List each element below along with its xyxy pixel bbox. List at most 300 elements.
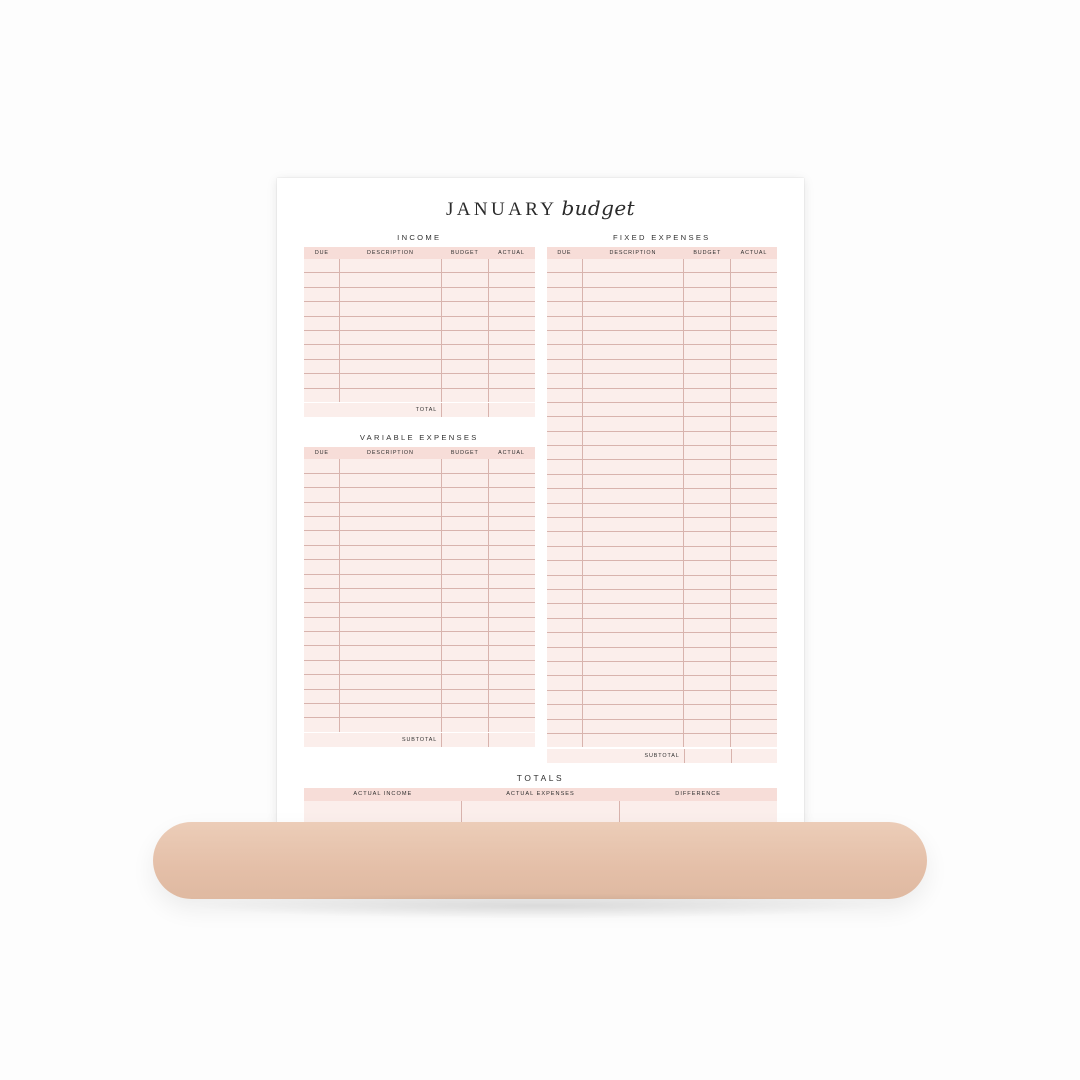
cell-due[interactable] — [304, 718, 340, 732]
cell-actual[interactable] — [488, 603, 534, 617]
cell-budget[interactable] — [684, 589, 731, 603]
fixed-subtotal-actual-cell[interactable] — [731, 749, 777, 763]
cell-description[interactable] — [340, 459, 441, 473]
cell-actual[interactable] — [731, 489, 777, 503]
cell-description[interactable] — [340, 718, 441, 732]
cell-budget[interactable] — [684, 302, 731, 316]
cell-budget[interactable] — [684, 316, 731, 330]
table-row[interactable] — [304, 718, 535, 732]
table-row[interactable] — [547, 474, 778, 488]
cell-budget[interactable] — [684, 503, 731, 517]
cell-description[interactable] — [340, 359, 441, 373]
cell-due[interactable] — [547, 633, 583, 647]
cell-due[interactable] — [547, 446, 583, 460]
cell-due[interactable] — [304, 588, 340, 602]
cell-description[interactable] — [582, 273, 683, 287]
cell-actual[interactable] — [488, 516, 534, 530]
cell-due[interactable] — [547, 330, 583, 344]
cell-description[interactable] — [582, 589, 683, 603]
table-row[interactable] — [547, 561, 778, 575]
cell-description[interactable] — [582, 330, 683, 344]
cell-budget[interactable] — [684, 575, 731, 589]
cell-actual[interactable] — [488, 316, 534, 330]
cell-budget[interactable] — [441, 459, 488, 473]
cell-due[interactable] — [547, 374, 583, 388]
cell-actual[interactable] — [488, 273, 534, 287]
cell-budget[interactable] — [441, 516, 488, 530]
cell-budget[interactable] — [441, 316, 488, 330]
cell-due[interactable] — [304, 259, 340, 273]
cell-actual[interactable] — [488, 330, 534, 344]
table-row[interactable] — [547, 287, 778, 301]
cell-due[interactable] — [304, 689, 340, 703]
cell-budget[interactable] — [441, 689, 488, 703]
fixed-expenses-body[interactable] — [547, 259, 778, 747]
cell-actual[interactable] — [731, 561, 777, 575]
cell-description[interactable] — [340, 704, 441, 718]
cell-budget[interactable] — [684, 618, 731, 632]
cell-due[interactable] — [547, 733, 583, 747]
cell-budget[interactable] — [684, 287, 731, 301]
cell-description[interactable] — [582, 503, 683, 517]
cell-description[interactable] — [340, 273, 441, 287]
cell-due[interactable] — [547, 719, 583, 733]
cell-due[interactable] — [547, 647, 583, 661]
cell-actual[interactable] — [731, 546, 777, 560]
cell-due[interactable] — [304, 516, 340, 530]
cell-actual[interactable] — [488, 302, 534, 316]
cell-due[interactable] — [304, 502, 340, 516]
cell-due[interactable] — [547, 273, 583, 287]
cell-due[interactable] — [304, 374, 340, 388]
cell-description[interactable] — [582, 474, 683, 488]
cell-due[interactable] — [304, 316, 340, 330]
table-row[interactable] — [547, 302, 778, 316]
cell-actual[interactable] — [488, 660, 534, 674]
cell-budget[interactable] — [684, 489, 731, 503]
cell-description[interactable] — [340, 560, 441, 574]
cell-actual[interactable] — [488, 502, 534, 516]
cell-budget[interactable] — [441, 345, 488, 359]
table-row[interactable] — [304, 516, 535, 530]
cell-budget[interactable] — [684, 374, 731, 388]
cell-budget[interactable] — [441, 473, 488, 487]
cell-description[interactable] — [340, 516, 441, 530]
cell-description[interactable] — [340, 531, 441, 545]
cell-description[interactable] — [582, 489, 683, 503]
cell-description[interactable] — [582, 431, 683, 445]
cell-description[interactable] — [340, 259, 441, 273]
table-row[interactable] — [304, 374, 535, 388]
table-row[interactable] — [304, 488, 535, 502]
cell-due[interactable] — [547, 589, 583, 603]
cell-actual[interactable] — [488, 560, 534, 574]
cell-description[interactable] — [582, 345, 683, 359]
cell-actual[interactable] — [731, 589, 777, 603]
table-row[interactable] — [304, 388, 535, 402]
cell-budget[interactable] — [441, 588, 488, 602]
cell-due[interactable] — [547, 618, 583, 632]
cell-due[interactable] — [304, 660, 340, 674]
cell-due[interactable] — [304, 302, 340, 316]
cell-budget[interactable] — [684, 661, 731, 675]
cell-budget[interactable] — [684, 733, 731, 747]
cell-budget[interactable] — [684, 259, 731, 273]
cell-budget[interactable] — [684, 690, 731, 704]
cell-actual[interactable] — [488, 574, 534, 588]
cell-description[interactable] — [582, 705, 683, 719]
cell-due[interactable] — [304, 359, 340, 373]
cell-due[interactable] — [547, 676, 583, 690]
cell-budget[interactable] — [441, 273, 488, 287]
table-row[interactable] — [547, 705, 778, 719]
cell-budget[interactable] — [441, 374, 488, 388]
cell-actual[interactable] — [731, 359, 777, 373]
cell-due[interactable] — [547, 402, 583, 416]
cell-description[interactable] — [340, 302, 441, 316]
table-row[interactable] — [547, 503, 778, 517]
cell-actual[interactable] — [731, 345, 777, 359]
table-row[interactable] — [304, 646, 535, 660]
cell-due[interactable] — [304, 488, 340, 502]
table-row[interactable] — [547, 388, 778, 402]
cell-budget[interactable] — [441, 287, 488, 301]
cell-description[interactable] — [582, 690, 683, 704]
table-row[interactable] — [304, 588, 535, 602]
cell-budget[interactable] — [684, 647, 731, 661]
table-row[interactable] — [547, 676, 778, 690]
cell-actual[interactable] — [488, 259, 534, 273]
cell-due[interactable] — [547, 460, 583, 474]
cell-actual[interactable] — [488, 287, 534, 301]
cell-actual[interactable] — [731, 575, 777, 589]
table-row[interactable] — [304, 545, 535, 559]
cell-actual[interactable] — [488, 632, 534, 646]
income-body[interactable] — [304, 259, 535, 402]
cell-actual[interactable] — [488, 488, 534, 502]
table-row[interactable] — [547, 402, 778, 416]
cell-actual[interactable] — [731, 676, 777, 690]
fixed-subtotal-budget-cell[interactable] — [684, 749, 731, 763]
table-row[interactable] — [547, 359, 778, 373]
cell-budget[interactable] — [684, 546, 731, 560]
cell-budget[interactable] — [684, 345, 731, 359]
cell-due[interactable] — [304, 603, 340, 617]
cell-due[interactable] — [547, 474, 583, 488]
cell-due[interactable] — [304, 675, 340, 689]
cell-budget[interactable] — [684, 446, 731, 460]
cell-actual[interactable] — [731, 474, 777, 488]
table-row[interactable] — [547, 446, 778, 460]
cell-actual[interactable] — [731, 431, 777, 445]
table-row[interactable] — [304, 459, 535, 473]
table-row[interactable] — [304, 359, 535, 373]
cell-description[interactable] — [340, 675, 441, 689]
cell-description[interactable] — [340, 632, 441, 646]
cell-actual[interactable] — [488, 531, 534, 545]
cell-actual[interactable] — [731, 287, 777, 301]
cell-due[interactable] — [304, 459, 340, 473]
cell-due[interactable] — [304, 531, 340, 545]
table-row[interactable] — [547, 518, 778, 532]
table-row[interactable] — [304, 704, 535, 718]
cell-due[interactable] — [304, 388, 340, 402]
table-row[interactable] — [547, 460, 778, 474]
table-row[interactable] — [547, 733, 778, 747]
cell-due[interactable] — [547, 661, 583, 675]
cell-budget[interactable] — [684, 417, 731, 431]
cell-actual[interactable] — [488, 704, 534, 718]
table-row[interactable] — [547, 316, 778, 330]
cell-description[interactable] — [582, 518, 683, 532]
table-row[interactable] — [304, 345, 535, 359]
cell-description[interactable] — [582, 388, 683, 402]
table-row[interactable] — [547, 690, 778, 704]
cell-description[interactable] — [340, 473, 441, 487]
cell-description[interactable] — [582, 532, 683, 546]
cell-description[interactable] — [340, 574, 441, 588]
cell-actual[interactable] — [488, 473, 534, 487]
cell-budget[interactable] — [441, 718, 488, 732]
cell-budget[interactable] — [684, 604, 731, 618]
cell-due[interactable] — [547, 575, 583, 589]
cell-due[interactable] — [304, 646, 340, 660]
cell-description[interactable] — [582, 546, 683, 560]
cell-budget[interactable] — [684, 561, 731, 575]
cell-due[interactable] — [304, 287, 340, 301]
cell-description[interactable] — [340, 330, 441, 344]
cell-budget[interactable] — [684, 633, 731, 647]
table-row[interactable] — [547, 589, 778, 603]
table-row[interactable] — [304, 502, 535, 516]
cell-budget[interactable] — [441, 531, 488, 545]
cell-description[interactable] — [340, 603, 441, 617]
cell-budget[interactable] — [441, 545, 488, 559]
table-row[interactable] — [547, 431, 778, 445]
cell-budget[interactable] — [441, 330, 488, 344]
table-row[interactable] — [547, 618, 778, 632]
cell-budget[interactable] — [684, 719, 731, 733]
table-row[interactable] — [304, 689, 535, 703]
cell-budget[interactable] — [441, 632, 488, 646]
cell-actual[interactable] — [731, 503, 777, 517]
cell-actual[interactable] — [731, 388, 777, 402]
cell-due[interactable] — [304, 632, 340, 646]
cell-description[interactable] — [340, 345, 441, 359]
cell-actual[interactable] — [731, 618, 777, 632]
cell-budget[interactable] — [684, 359, 731, 373]
cell-due[interactable] — [304, 704, 340, 718]
table-row[interactable] — [547, 330, 778, 344]
cell-due[interactable] — [547, 518, 583, 532]
cell-description[interactable] — [582, 302, 683, 316]
cell-budget[interactable] — [684, 330, 731, 344]
cell-actual[interactable] — [731, 402, 777, 416]
cell-actual[interactable] — [488, 588, 534, 602]
cell-actual[interactable] — [488, 689, 534, 703]
cell-actual[interactable] — [731, 647, 777, 661]
table-row[interactable] — [547, 604, 778, 618]
cell-due[interactable] — [547, 690, 583, 704]
cell-description[interactable] — [340, 689, 441, 703]
table-row[interactable] — [304, 259, 535, 273]
cell-description[interactable] — [340, 646, 441, 660]
table-row[interactable] — [547, 259, 778, 273]
cell-actual[interactable] — [731, 733, 777, 747]
cell-description[interactable] — [340, 545, 441, 559]
cell-description[interactable] — [582, 374, 683, 388]
cell-actual[interactable] — [488, 675, 534, 689]
cell-description[interactable] — [582, 575, 683, 589]
cell-budget[interactable] — [684, 676, 731, 690]
cell-description[interactable] — [340, 660, 441, 674]
table-row[interactable] — [304, 330, 535, 344]
cell-due[interactable] — [547, 431, 583, 445]
table-row[interactable] — [304, 660, 535, 674]
table-row[interactable] — [547, 633, 778, 647]
table-row[interactable] — [304, 603, 535, 617]
table-row[interactable] — [304, 675, 535, 689]
cell-due[interactable] — [304, 574, 340, 588]
cell-actual[interactable] — [488, 718, 534, 732]
cell-due[interactable] — [547, 259, 583, 273]
table-row[interactable] — [547, 374, 778, 388]
variable-expenses-body[interactable] — [304, 459, 535, 731]
cell-description[interactable] — [582, 446, 683, 460]
cell-due[interactable] — [304, 473, 340, 487]
cell-actual[interactable] — [731, 633, 777, 647]
cell-due[interactable] — [547, 417, 583, 431]
cell-actual[interactable] — [488, 374, 534, 388]
cell-description[interactable] — [582, 647, 683, 661]
cell-due[interactable] — [304, 545, 340, 559]
table-row[interactable] — [547, 273, 778, 287]
cell-actual[interactable] — [488, 545, 534, 559]
cell-actual[interactable] — [731, 330, 777, 344]
cell-due[interactable] — [547, 604, 583, 618]
cell-actual[interactable] — [731, 690, 777, 704]
cell-budget[interactable] — [441, 646, 488, 660]
cell-actual[interactable] — [731, 518, 777, 532]
table-row[interactable] — [304, 273, 535, 287]
cell-actual[interactable] — [488, 617, 534, 631]
cell-due[interactable] — [547, 546, 583, 560]
cell-actual[interactable] — [731, 374, 777, 388]
cell-budget[interactable] — [441, 603, 488, 617]
cell-description[interactable] — [340, 588, 441, 602]
cell-actual[interactable] — [731, 316, 777, 330]
cell-description[interactable] — [340, 617, 441, 631]
cell-budget[interactable] — [441, 488, 488, 502]
cell-description[interactable] — [340, 287, 441, 301]
table-row[interactable] — [304, 287, 535, 301]
cell-budget[interactable] — [441, 259, 488, 273]
cell-actual[interactable] — [731, 604, 777, 618]
cell-due[interactable] — [304, 560, 340, 574]
cell-due[interactable] — [547, 302, 583, 316]
cell-description[interactable] — [582, 259, 683, 273]
table-row[interactable] — [547, 647, 778, 661]
income-total-budget-cell[interactable] — [441, 403, 488, 417]
income-total-actual-cell[interactable] — [488, 403, 534, 417]
cell-due[interactable] — [547, 489, 583, 503]
cell-description[interactable] — [582, 561, 683, 575]
table-row[interactable] — [304, 302, 535, 316]
cell-actual[interactable] — [731, 705, 777, 719]
cell-budget[interactable] — [441, 617, 488, 631]
cell-actual[interactable] — [731, 273, 777, 287]
cell-budget[interactable] — [441, 302, 488, 316]
cell-due[interactable] — [304, 617, 340, 631]
cell-description[interactable] — [582, 316, 683, 330]
cell-due[interactable] — [304, 345, 340, 359]
cell-actual[interactable] — [731, 417, 777, 431]
variable-subtotal-budget-cell[interactable] — [441, 733, 488, 747]
cell-actual[interactable] — [731, 259, 777, 273]
cell-budget[interactable] — [684, 460, 731, 474]
table-row[interactable] — [304, 617, 535, 631]
cell-description[interactable] — [340, 374, 441, 388]
cell-budget[interactable] — [684, 532, 731, 546]
cell-due[interactable] — [547, 345, 583, 359]
cell-due[interactable] — [304, 273, 340, 287]
table-row[interactable] — [547, 489, 778, 503]
cell-description[interactable] — [582, 633, 683, 647]
cell-description[interactable] — [582, 676, 683, 690]
cell-actual[interactable] — [731, 719, 777, 733]
table-row[interactable] — [547, 546, 778, 560]
cell-budget[interactable] — [441, 660, 488, 674]
cell-due[interactable] — [547, 287, 583, 301]
cell-description[interactable] — [582, 359, 683, 373]
cell-budget[interactable] — [684, 388, 731, 402]
table-row[interactable] — [304, 632, 535, 646]
cell-description[interactable] — [582, 417, 683, 431]
cell-budget[interactable] — [441, 359, 488, 373]
cell-description[interactable] — [340, 388, 441, 402]
cell-description[interactable] — [582, 287, 683, 301]
table-row[interactable] — [547, 719, 778, 733]
cell-budget[interactable] — [441, 388, 488, 402]
cell-budget[interactable] — [441, 560, 488, 574]
cell-description[interactable] — [582, 733, 683, 747]
cell-description[interactable] — [582, 402, 683, 416]
cell-due[interactable] — [547, 359, 583, 373]
table-row[interactable] — [547, 417, 778, 431]
cell-description[interactable] — [340, 316, 441, 330]
cell-actual[interactable] — [731, 302, 777, 316]
cell-budget[interactable] — [684, 518, 731, 532]
table-row[interactable] — [547, 532, 778, 546]
cell-due[interactable] — [547, 316, 583, 330]
cell-budget[interactable] — [684, 402, 731, 416]
cell-budget[interactable] — [441, 704, 488, 718]
cell-actual[interactable] — [488, 388, 534, 402]
cell-due[interactable] — [547, 503, 583, 517]
table-row[interactable] — [304, 560, 535, 574]
cell-budget[interactable] — [684, 474, 731, 488]
table-row[interactable] — [547, 575, 778, 589]
table-row[interactable] — [304, 574, 535, 588]
table-row[interactable] — [304, 531, 535, 545]
cell-description[interactable] — [582, 618, 683, 632]
cell-budget[interactable] — [684, 273, 731, 287]
cell-actual[interactable] — [488, 459, 534, 473]
cell-due[interactable] — [547, 532, 583, 546]
cell-budget[interactable] — [441, 574, 488, 588]
cell-actual[interactable] — [488, 646, 534, 660]
cell-description[interactable] — [340, 488, 441, 502]
